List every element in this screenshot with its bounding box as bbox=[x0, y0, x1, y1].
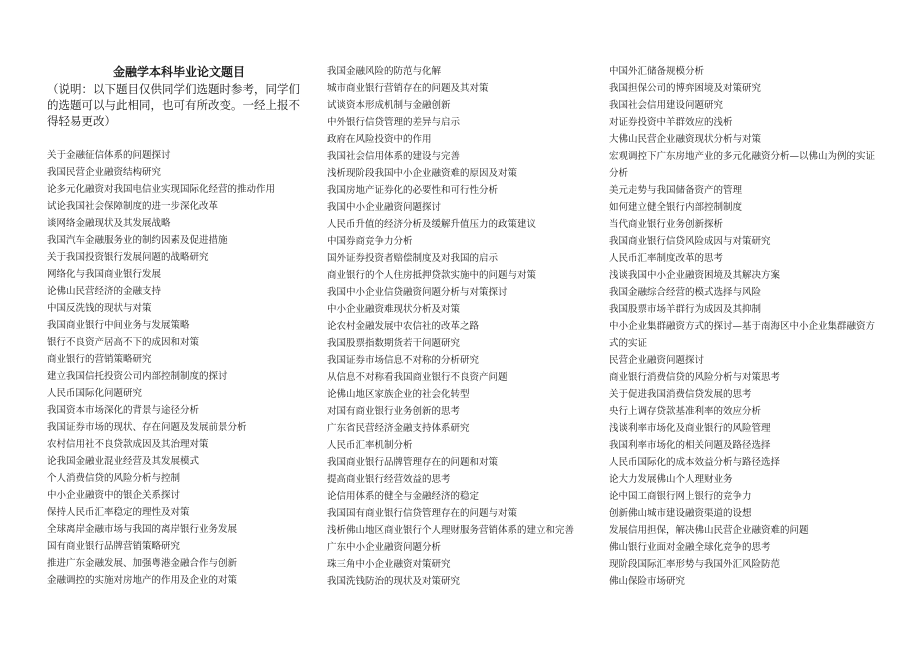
topic-item: 创新佛山城市建设融资渠道的设想 bbox=[609, 508, 752, 519]
topic-item: 关于金融征信体系的问题探讨 bbox=[47, 150, 171, 161]
topic-item: 我国社会信用体系的建设与完善 bbox=[327, 151, 461, 162]
topic-item: 人民币汇率机制分析 bbox=[327, 440, 413, 451]
topic-item: 我国金融风险的防范与化解 bbox=[327, 66, 442, 77]
topic-item: 论佛山民营经济的金融支持 bbox=[47, 286, 162, 297]
topic-list bbox=[609, 63, 879, 590]
topic-item: 当代商业银行业务创新探析 bbox=[609, 219, 724, 230]
topic-item: 我国民营企业融资结构研究 bbox=[47, 167, 162, 178]
topic-item: 政府在风险投资中的作用 bbox=[327, 134, 432, 145]
topic-item: 商业银行的营销策略研究 bbox=[47, 354, 152, 365]
topic-item: 对国有商业银行业务创新的思考 bbox=[327, 406, 461, 417]
topic-item: 我国商业银行中间业务与发展策略 bbox=[47, 320, 190, 331]
topic-item: 人民币国际化的成本效益分析与路径选择 bbox=[609, 457, 781, 468]
topic-item: 国外证券投资者赔偿制度及对我国的启示 bbox=[327, 253, 499, 264]
topic-item: 中小企业集群融资方式的探讨—基于南海区中小企业集群融资方式的实证 bbox=[609, 321, 876, 349]
topic-item: 人民币升值的经济分析及缓解升值压力的政策建议 bbox=[327, 219, 537, 230]
topic-item: 中国券商竞争力分析 bbox=[327, 236, 413, 247]
topic-item: 中小企业融资难现状分析及对策 bbox=[327, 304, 461, 315]
topic-item: 推进广东金融发展、加强粤港金融合作与创新 bbox=[47, 558, 238, 569]
topic-item: 网络化与我国商业银行发展 bbox=[47, 269, 162, 280]
topic-item: 我国洗钱防治的现状及对策研究 bbox=[327, 576, 461, 587]
topic-item: 国有商业银行品牌营销策略研究 bbox=[47, 541, 181, 552]
topic-item: 如何建立健全银行内部控制制度 bbox=[609, 202, 743, 213]
topic-item: 我国利率市场化的相关问题及路径选择 bbox=[609, 440, 771, 451]
topic-item: 珠三角中小企业融资对策研究 bbox=[327, 559, 451, 570]
topic-item: 佛山银行业面对金融全球化竞争的思考 bbox=[609, 542, 771, 553]
topic-item: 商业银行的个人住房抵押贷款实施中的问题与对策 bbox=[327, 270, 537, 281]
topic-item: 全球离岸金融市场与我国的离岸银行业务发展 bbox=[47, 524, 238, 535]
topic-item: 从信息不对称看我国商业银行不良资产问题 bbox=[327, 372, 508, 383]
topic-list bbox=[327, 63, 595, 590]
topic-item: 我国商业银行品牌管理存在的问题和对策 bbox=[327, 457, 499, 468]
topic-item: 广东省民营经济金融支持体系研究 bbox=[327, 423, 470, 434]
topic-item: 谈网络金融现状及其发展战略 bbox=[47, 218, 171, 229]
topic-item: 我国股票指数期货若干问题研究 bbox=[327, 338, 461, 349]
topic-item: 关于我国投资银行发展问题的战略研究 bbox=[47, 252, 209, 263]
topic-item: 我国担保公司的博弈困境及对策研究 bbox=[609, 83, 762, 94]
topic-item: 现阶段国际汇率形势与我国外汇风险防范 bbox=[609, 559, 781, 570]
topic-item: 我国证券市场的现状、存在问题及发展前景分析 bbox=[47, 422, 247, 433]
topic-item: 我国金融综合经营的模式选择与风险 bbox=[609, 287, 762, 298]
topic-item: 论多元化融资对我国电信业实现国际化经营的推动作用 bbox=[47, 184, 276, 195]
topic-item: 我国社会信用建设问题研究 bbox=[609, 100, 724, 111]
topic-item: 论佛山地区家族企业的社会化转型 bbox=[327, 389, 470, 400]
topic-item: 我国商业银行信贷风险成因与对策研究 bbox=[609, 236, 771, 247]
topic-item: 我国中小企业信贷融资问题分析与对策探讨 bbox=[327, 287, 508, 298]
topic-item: 商业银行消费信贷的风险分析与对策思考 bbox=[609, 372, 781, 383]
topic-item: 提高商业银行经营效益的思考 bbox=[327, 474, 451, 485]
topic-item: 浅谈利率市场化及商业银行的风险管理 bbox=[609, 423, 771, 434]
topic-item: 人民币汇率制度改革的思考 bbox=[609, 253, 724, 264]
topic-item: 农村信用社不良贷款成因及其治理对策 bbox=[47, 439, 209, 450]
topic-item: 论信用体系的健全与金融经济的稳定 bbox=[327, 491, 480, 502]
topic-item: 我国国有商业银行信贷管理存在的问题与对策 bbox=[327, 508, 518, 519]
topic-item: 城市商业银行营销存在的问题及其对策 bbox=[327, 83, 489, 94]
topic-item: 我国资本市场深化的背景与途径分析 bbox=[47, 405, 200, 416]
topic-item: 佛山保险市场研究 bbox=[609, 576, 686, 587]
topic-item: 大佛山民营企业融资现状分析与对策 bbox=[609, 134, 762, 145]
topic-item: 试谈资本形成机制与金融创新 bbox=[327, 100, 451, 111]
topic-item: 我国房地产证券化的必要性和可行性分析 bbox=[327, 185, 499, 196]
topic-item: 美元走势与我国储备资产的管理 bbox=[609, 185, 743, 196]
topic-item: 金融调控的实施对房地产的作用及企业的对策 bbox=[47, 575, 238, 586]
topic-item: 宏观调控下广东房地产业的多元化融资分析—以佛山为例的实证分析 bbox=[609, 151, 876, 179]
topic-item: 银行不良资产居高不下的成因和对策 bbox=[47, 337, 200, 348]
topic-item: 中小企业融资中的银企关系探讨 bbox=[47, 490, 181, 501]
topic-item: 个人消费信贷的风险分析与控制 bbox=[47, 473, 181, 484]
topic-item: 我国证券市场信息不对称的分析研究 bbox=[327, 355, 480, 366]
topic-item: 央行上调存贷款基准利率的效应分析 bbox=[609, 406, 762, 417]
topic-item: 浅谈我国中小企业融资困境及其解决方案 bbox=[609, 270, 781, 281]
topic-item: 建立我国信托投资公司内部控制制度的探讨 bbox=[47, 371, 228, 382]
topic-item: 浅析佛山地区商业银行个人理财服务营销体系的建立和完善 bbox=[327, 525, 575, 536]
topic-item: 论中国工商银行网上银行的竞争力 bbox=[609, 491, 752, 502]
topic-item: 论农村金融发展中农信社的改革之路 bbox=[327, 321, 480, 332]
topic-item: 人民币国际化问题研究 bbox=[47, 388, 143, 399]
document-title: 金融学本科毕业论文题目 bbox=[113, 65, 246, 79]
topic-item: 中国反洗钱的现状与对策 bbox=[47, 303, 152, 314]
topic-item: 民营企业融资问题探讨 bbox=[609, 355, 705, 366]
topic-item: 试论我国社会保障制度的进一步深化改革 bbox=[47, 201, 219, 212]
topic-item: 论我国金融业混业经营及其发展模式 bbox=[47, 456, 200, 467]
topic-item: 广东中小企业融资问题分析 bbox=[327, 542, 442, 553]
topic-item: 关于促进我国消费信贷发展的思考 bbox=[609, 389, 752, 400]
topic-item: 发展信用担保，解决佛山民营企业融资难的问题 bbox=[609, 525, 809, 536]
topic-item: 我国汽车金融服务业的制约因素及促进措施 bbox=[47, 235, 228, 246]
topic-item: 论大力发展佛山个人理财业务 bbox=[609, 474, 733, 485]
topic-item: 保持人民币汇率稳定的理性及对策 bbox=[47, 507, 190, 518]
topic-item: 中外银行信贷管理的差异与启示 bbox=[327, 117, 461, 128]
topic-item: 对证券投资中羊群效应的浅析 bbox=[609, 117, 733, 128]
document-note: （说明：以下题目仅供同学们选题时参考，同学们的选题可以与此相同，也可有所改变。一经上报不得轻易更改） bbox=[47, 82, 300, 128]
topic-item: 我国中小企业融资问题探讨 bbox=[327, 202, 442, 213]
topic-item: 浅析现阶段我国中小企业融资难的原因及对策 bbox=[327, 168, 518, 179]
topic-item: 我国股票市场羊群行为成因及其抑制 bbox=[609, 304, 762, 315]
topic-list bbox=[47, 147, 309, 589]
topic-item: 中国外汇储备规模分析 bbox=[609, 66, 705, 77]
